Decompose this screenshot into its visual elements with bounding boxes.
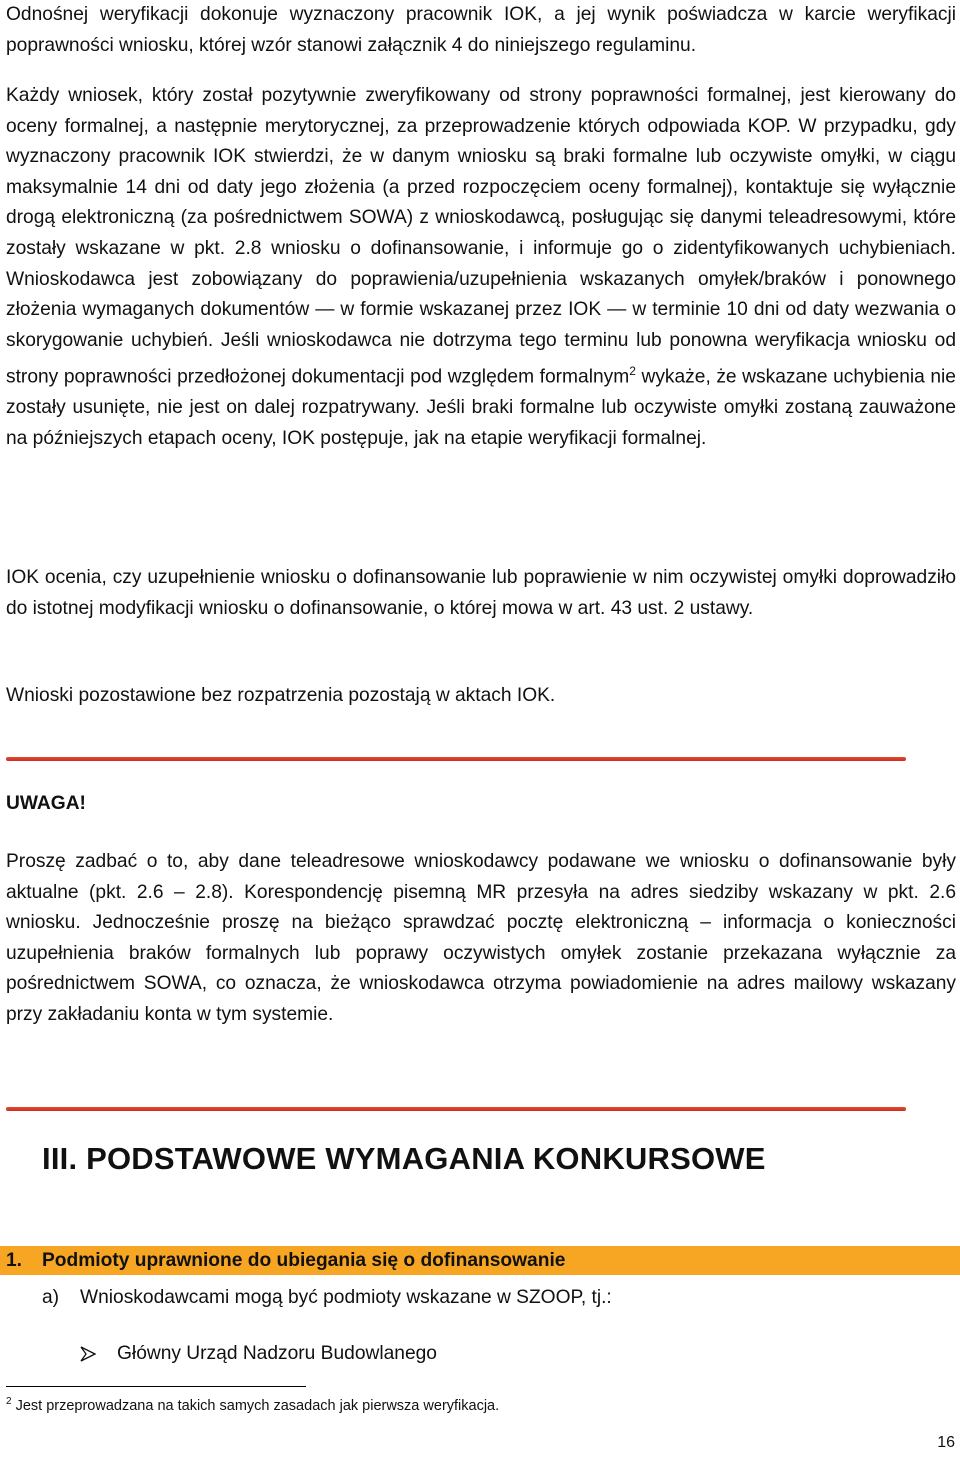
paragraph-verification: Odnośnej weryfikacji dokonuje wyznaczony pracownik IOK, a jej wynik poświadcza w karcie weryfikacji poprawności wniosku, której wzór stanowi załącznik 4 do niniejszego regulaminu. [6, 4, 956, 56]
page-number: 16 [937, 1434, 955, 1451]
subsection-header [0, 1246, 960, 1275]
notice-text: Proszę zadbać o to, aby dane teleadresowe wnioskodawcy podawane we wniosku o dofinansowanie były aktualne (pkt. 2.6 – 2.8). Korespondencję pisemną MR przesyła na adres siedziby wskazany w pkt. 2.6 wniosku. Jednocześnie proszę na bieżąco sprawdzać pocztę elektroniczną – informacja o konieczności uzupełnienia braków formalnych lub poprawy oczywistych omyłek zostanie przekazana wyłącznie za pośrednictwem SOWA, co oznacza, że wnioskodawca otrzyma powiadomienie na adres mailowy wskazany przy zakładaniu konta w tym systemie. [6, 851, 956, 1025]
arrowhead-bullet-icon [80, 1346, 96, 1362]
paragraph-left-without-review: Wnioski pozostawione bez rozpatrzenia pozostają w aktach IOK. [6, 685, 556, 706]
paragraph-modification-assessment: IOK ocenia, czy uzupełnienie wniosku o dofinansowanie lub poprawienie w nim oczywistej omyłki doprowadziło do istotnej modyfikacji wniosku o dofinansowanie, o której mowa w art. 43 ust. 2 ustawy. [6, 567, 956, 619]
paragraph-formal-errors [6, 81, 956, 455]
section-title: III. PODSTAWOWE WYMAGANIA KONKURSOWE [42, 1141, 766, 1176]
list-item-label: a) [42, 1287, 60, 1308]
bullet-text: Główny Urząd Nadzoru Budowlanego [117, 1343, 437, 1364]
divider-red-top [6, 757, 906, 761]
footnote-separator [6, 1386, 306, 1387]
paragraph-formal-errors-part1: Każdy wniosek, który został pozytywnie zweryfikowany od strony poprawności formalnej, jest kierowany do oceny formalnej, a następnie merytorycznej, za przeprowadzenie których odpowiada KOP. W przypadku, gdy wyznaczony pracownik IOK stwierdzi, że w danym wniosku są braki formalne lub oczywiste omyłki, w ciągu maksymalnie 14 dni od daty jego złożenia (a przed rozpoczęciem oceny formalnej), kontaktuje się wyłącznie drogą elektroniczną (za pośrednictwem SOWA) z wnioskodawcą, posługując się danymi teleadresowymi, które zostały wskazane w pkt. 2.8 wniosku o dofinansowanie, i informuje go o zidentyfikowanych uchybieniach. Wnioskodawca jest zobowiązany do poprawienia/uzupełnienia wskazanych omyłek/braków i ponownego złożenia wymaganych dokumentów — w formie wskazanej przez IOK — w terminie 10 dni od daty wezwania o skorygowanie uchybień. Jeśli wnioskodawca nie dotrzyma tego terminu lub ponowna weryfikacja wniosku od strony poprawności przedłożonej dokumentacji pod względem formalnym [6, 85, 956, 388]
subsection-number: 1. [6, 1250, 23, 1271]
list-item-text: Wnioskodawcami mogą być podmioty wskazane w SZOOP, tj.: [80, 1287, 612, 1308]
subsection-title: Podmioty uprawnione do ubiegania się o dofinansowanie [42, 1250, 566, 1271]
footnote-marker: 2 [6, 1396, 12, 1407]
paragraph-formal-errors-part2: wykaże, że wskazane uchybienia nie zostały usunięte, nie jest on dalej rozpatrywany. Jeśli braki formalne lub oczywiste omyłki zostaną zauważone na późniejszych etapach oceny, IOK postępuje, jak na etapie weryfikacji formalnej. [6, 366, 956, 449]
divider-red-bottom [6, 1107, 906, 1111]
notice-heading: UWAGA! [6, 793, 86, 814]
footnote [6, 1392, 499, 1416]
footnote-text: Jest przeprowadzana na takich samych zasadach jak pierwsza weryfikacja. [11, 1397, 500, 1414]
footnote-reference: 2 [629, 364, 636, 379]
